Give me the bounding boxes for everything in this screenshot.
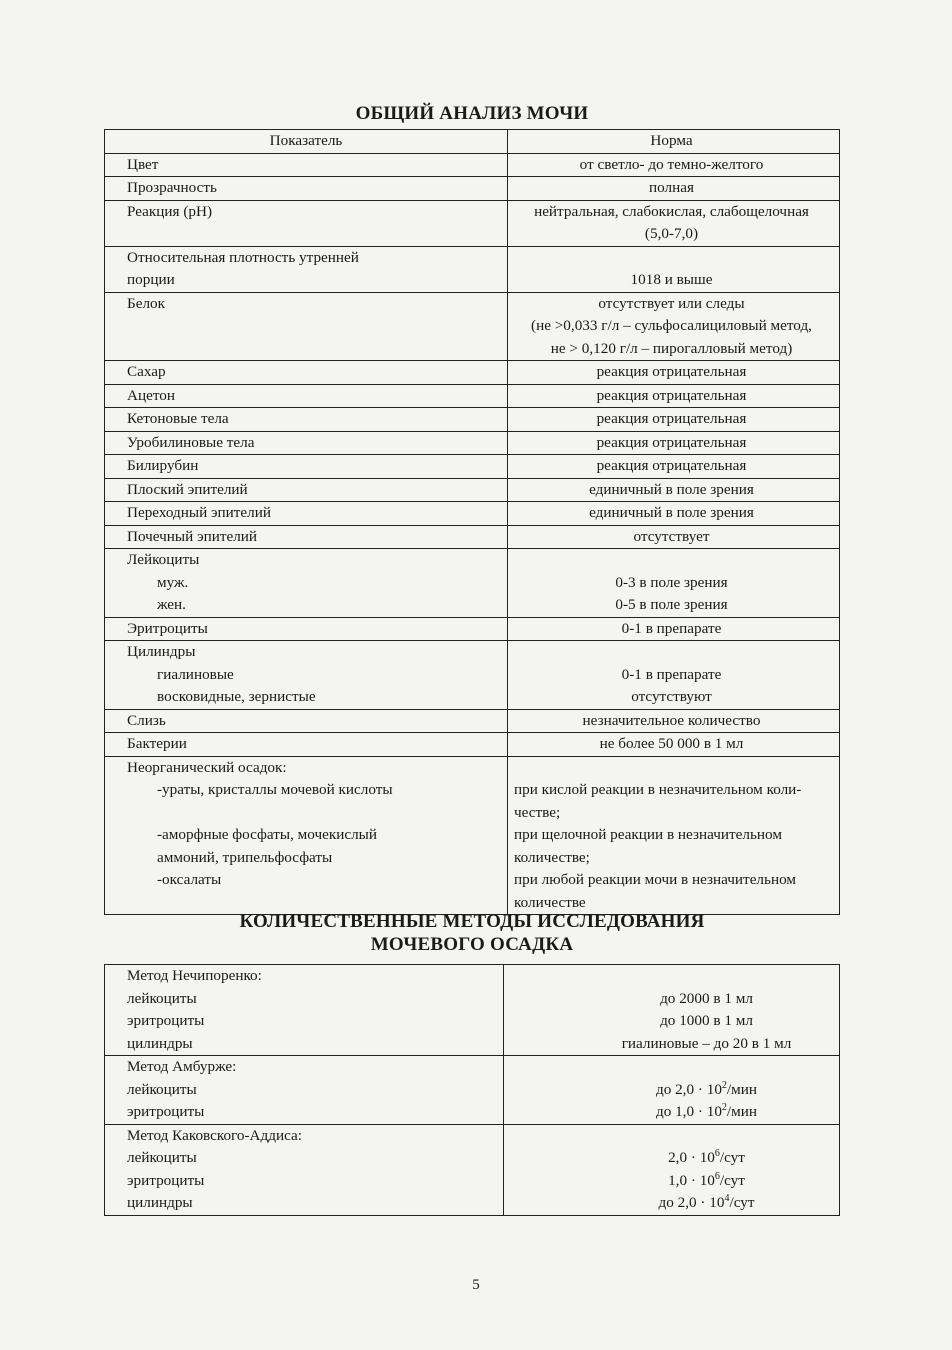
method-item-label: цилиндры: [105, 1192, 504, 1215]
table-row: [105, 246, 840, 292]
indicator-subline: -аморфные фосфаты, мочекислый: [157, 826, 378, 843]
method-item-row: [105, 988, 840, 1011]
table-row: [105, 361, 840, 385]
norm-line: честве;: [514, 803, 561, 821]
method-name: Метод Каковского-Аддиса:: [105, 1124, 504, 1147]
indicator-subline: -оксалаты: [157, 871, 222, 888]
norm-cell: от светло- до темно-желтого: [579, 155, 764, 173]
norm-cell: не более 50 000 в 1 мл: [599, 735, 744, 752]
norm-cell: [508, 549, 840, 618]
norm-line: не > 0,120 г/л – пирогалловый метод): [550, 339, 793, 357]
norm-line: 0-1 в препарате: [621, 665, 722, 683]
norm-cell: отсутствует: [633, 527, 710, 545]
norm-line: при щелочной реакции в незначительном: [514, 826, 782, 843]
method-item-label: эритроциты: [105, 1010, 504, 1033]
method-row: [105, 1056, 840, 1079]
section-title-general-urinalysis: ОБЩИЙ АНАЛИЗ МОЧИ: [355, 103, 589, 124]
method-value-empty: [504, 965, 840, 988]
value-unit: /мин: [726, 1103, 758, 1120]
indicator-cell: Бактерии: [105, 733, 508, 757]
indicator-cell: Реакция (pH): [105, 200, 508, 246]
norm-line: количестве;: [514, 848, 590, 866]
indicator-subline: -ураты, кристаллы мочевой кислоты: [157, 781, 393, 798]
norm-line: отсутствует или следы: [598, 294, 745, 312]
method-item-label: лейкоциты: [105, 1147, 504, 1170]
method-item-label: эритроциты: [105, 1170, 504, 1193]
norm-line: при кислой реакции в незначительном коли-: [514, 781, 802, 798]
indicator-cell: Эритроциты: [105, 617, 508, 641]
method-item-row: [105, 1170, 840, 1193]
norm-line: 0-3 в поле зрения: [615, 573, 728, 591]
method-item-label: лейкоциты: [105, 1079, 504, 1102]
table-row: [105, 733, 840, 757]
value-base: до 2,0 · 10: [655, 1080, 722, 1098]
norm-cell: [508, 292, 840, 361]
norm-line: отсутствуют: [631, 688, 712, 705]
value-exponent: 4: [724, 1192, 730, 1204]
method-item-value: гиалиновые – до 20 в 1 мл: [621, 1034, 792, 1052]
indicator-line: порции: [127, 271, 175, 288]
method-item-value: [504, 1079, 840, 1102]
value-unit: /сут: [719, 1171, 745, 1189]
quantitative-methods-table: [104, 964, 840, 1216]
table-row: [105, 384, 840, 408]
method-row: [105, 1124, 840, 1147]
table-row: [105, 502, 840, 526]
method-item-value: [504, 1147, 840, 1170]
table-row: [105, 153, 840, 177]
indicator-cell: Плоский эпителий: [105, 478, 508, 502]
table-row: [105, 478, 840, 502]
indicator-cell: Слизь: [105, 709, 508, 733]
section-title-quantitative-methods: [104, 911, 840, 957]
method-item-label: эритроциты: [105, 1101, 504, 1124]
value-exponent: 6: [714, 1170, 720, 1182]
table-row: [105, 756, 840, 915]
method-name: Метод Нечипоренко:: [105, 965, 504, 988]
value-unit: /мин: [726, 1080, 758, 1098]
norm-line: нейтральная, слабокислая, слабощелочная: [534, 202, 809, 220]
norm-cell: реакция отрицательная: [596, 410, 747, 427]
method-item-value: [504, 1101, 840, 1124]
norm-cell: единичный в поле зрения: [589, 504, 754, 521]
method-value-empty: [504, 1124, 840, 1147]
indicator-cell: Переходный эпителий: [105, 502, 508, 526]
method-item-value: до 1000 в 1 мл: [660, 1012, 753, 1029]
indicator-cell: [105, 641, 508, 710]
norm-cell: реакция отрицательная: [596, 457, 747, 474]
method-item-value: до 2000 в 1 мл: [660, 989, 753, 1007]
urinalysis-norms-table: [104, 129, 840, 915]
method-item-row: [105, 1079, 840, 1102]
norm-cell: реакция отрицательная: [596, 433, 747, 451]
norm-line: 1018 и выше: [630, 271, 713, 288]
value-unit: /сут: [729, 1194, 755, 1211]
indicator-line: Неорганический осадок:: [127, 758, 287, 776]
table-row: [105, 641, 840, 710]
method-item-row: [105, 1033, 840, 1056]
method-item-row: [105, 1010, 840, 1033]
indicator-subline: муж.: [157, 573, 189, 591]
method-item-row: [105, 1101, 840, 1124]
indicator-cell: Цвет: [105, 153, 508, 177]
norm-cell: 0-1 в препарате: [621, 619, 722, 637]
method-item-label: лейкоциты: [105, 988, 504, 1011]
indicator-cell: [105, 756, 508, 915]
table-row: [105, 525, 840, 549]
value-unit: /сут: [719, 1149, 745, 1166]
indicator-cell: Прозрачность: [105, 177, 508, 201]
indicator-cell: Белок: [105, 292, 508, 361]
method-item-row: [105, 1147, 840, 1170]
table-row: [105, 431, 840, 455]
norm-line: 0-5 в поле зрения: [615, 596, 728, 613]
norm-cell: [508, 641, 840, 710]
indicator-cell: Ацетон: [105, 384, 508, 408]
norm-cell: [508, 756, 840, 915]
value-base: до 2,0 · 10: [658, 1194, 725, 1211]
method-item-value: [504, 1170, 840, 1193]
indicator-cell: Уробилиновые тела: [105, 431, 508, 455]
value-exponent: 6: [714, 1147, 720, 1159]
indicator-line: Относительная плотность утренней: [127, 248, 359, 266]
norm-cell: [508, 200, 840, 246]
norm-line: количестве: [514, 893, 586, 911]
norm-cell: единичный в поле зрения: [589, 480, 754, 498]
table-row: [105, 549, 840, 618]
method-row: [105, 965, 840, 988]
table-header-row: [105, 130, 840, 154]
norm-cell: незначительное количество: [582, 711, 761, 729]
indicator-cell: Билирубин: [105, 455, 508, 479]
norm-line: (5,0-7,0): [644, 225, 699, 242]
table-row: [105, 709, 840, 733]
value-base: до 1,0 · 10: [655, 1103, 722, 1120]
indicator-subline: жен.: [157, 596, 186, 613]
indicator-cell: Кетоновые тела: [105, 408, 508, 432]
table-row: [105, 177, 840, 201]
table-row: [105, 292, 840, 361]
title-line: МОЧЕВОГО ОСАДКА: [370, 933, 574, 955]
norm-cell: реакция отрицательная: [596, 386, 747, 404]
method-item-row: [105, 1192, 840, 1215]
table-row: [105, 408, 840, 432]
method-item-label: цилиндры: [105, 1033, 504, 1056]
indicator-subline: восковидные, зернистые: [157, 688, 316, 705]
value-exponent: 2: [721, 1079, 727, 1091]
column-header-norm: Норма: [650, 132, 693, 149]
norm-cell: полная: [649, 179, 694, 196]
indicator-cell: [105, 246, 508, 292]
norm-line: при любой реакции мочи в незначительном: [514, 871, 796, 888]
page-number: 5: [472, 1277, 480, 1293]
indicator-subline: аммоний, трипельфосфаты: [157, 848, 333, 866]
indicator-line: Лейкоциты: [127, 551, 200, 568]
table-row: [105, 200, 840, 246]
title-line: КОЛИЧЕСТВЕННЫЕ МЕТОДЫ ИССЛЕДОВАНИЯ: [239, 911, 705, 932]
value-base: 1,0 · 10: [668, 1171, 715, 1189]
value-base: 2,0 · 10: [668, 1149, 715, 1166]
indicator-line: Цилиндры: [127, 643, 196, 660]
indicator-cell: [105, 549, 508, 618]
method-name: Метод Амбурже:: [105, 1056, 504, 1079]
norm-cell: реакция отрицательная: [596, 363, 747, 380]
indicator-subline: гиалиновые: [157, 665, 234, 683]
indicator-cell: Почечный эпителий: [105, 525, 508, 549]
column-header-indicator: Показатель: [105, 130, 508, 154]
norm-cell: [508, 246, 840, 292]
method-item-value: [504, 1192, 840, 1215]
norm-line: (не >0,033 г/л – сульфосалициловый метод,: [531, 317, 812, 334]
table-row: [105, 455, 840, 479]
value-exponent: 2: [721, 1101, 727, 1113]
method-value-empty: [504, 1056, 840, 1079]
table-row: [105, 617, 840, 641]
indicator-cell: Сахар: [105, 361, 508, 385]
